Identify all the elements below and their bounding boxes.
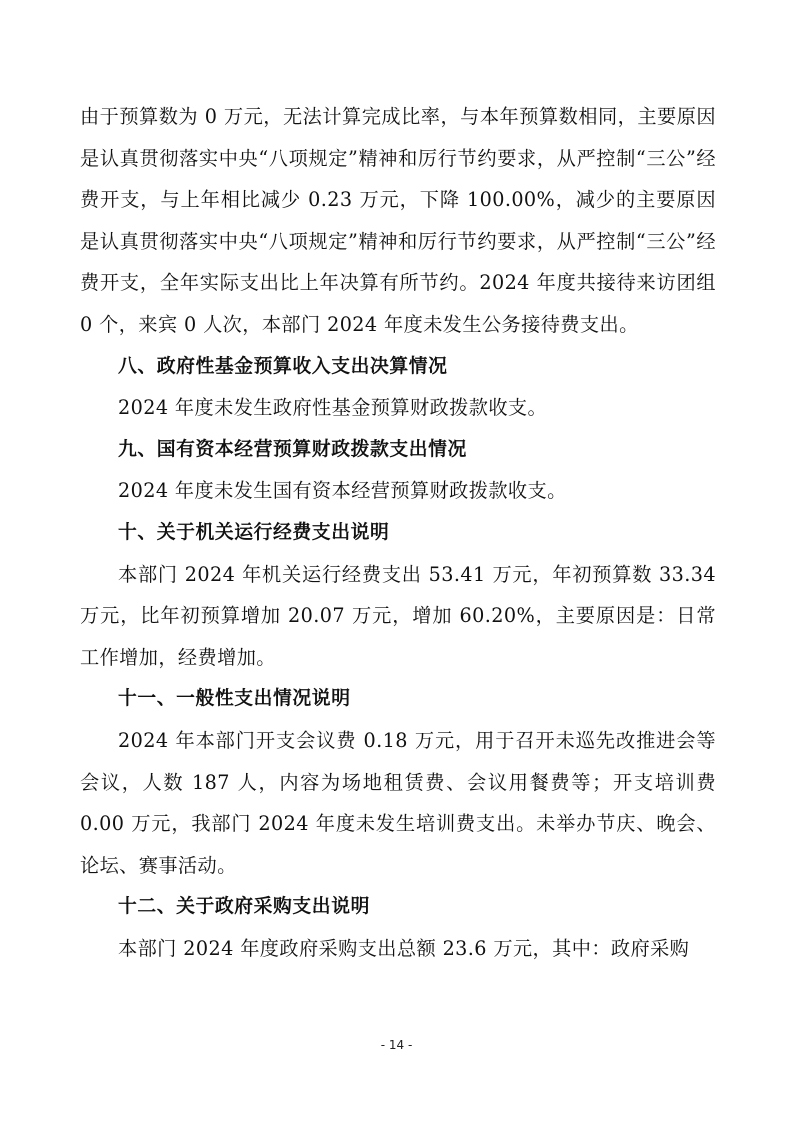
- paragraph-government-fund-budget: 2024 年度未发生政府性基金预算财政拨款收支。: [118, 396, 548, 420]
- paragraph-general-expenditure: 2024 年本部门开支会议费 0.18 万元，用于召开未巡先改推进会等会议，人数 187 人，内容为场地租赁费、会议用餐费等；开支培训费 0.00 万元，我部门 2024 年度未发生培训费支出。未举办节庆、晚会、论坛、赛事活动。: [80, 728, 716, 877]
- page-number: - 14 -: [380, 1038, 413, 1052]
- heading-general-expenditure: 十一、一般性支出情况说明: [118, 688, 351, 710]
- paragraph-operating-expenses: 本部门 2024 年机关运行经费支出 53.41 万元，年初预算数 33.34 万元，比年初预算增加 20.07 万元，增加 60.20%，主要原因是：日常工作增加，经费增加。: [80, 562, 716, 669]
- heading-operating-expenses: 十、关于机关运行经费支出说明: [118, 521, 390, 543]
- document-body: [80, 96, 716, 969]
- heading-government-fund-budget: 八、政府性基金预算收入支出决算情况: [118, 355, 448, 377]
- paragraph-government-procurement: 本部门 2024 年度政府采购支出总额 23.6 万元，其中：政府采购: [118, 936, 690, 960]
- paragraph-state-capital-budget: 2024 年度未发生国有资本经营预算财政拨款收支。: [118, 479, 567, 503]
- heading-state-capital-budget: 九、国有资本经营预算财政拨款支出情况: [118, 438, 467, 460]
- heading-government-procurement: 十二、关于政府采购支出说明: [118, 896, 370, 918]
- paragraph-reception-expenses: 由于预算数为 0 万元，无法计算完成比率，与本年预算数相同，主要原因是认真贯彻落实中央“八项规定”精神和厉行节约要求，从严控制“三公”经费开支，与上年相比减少 0.23 万元，下降 100.00%，减少的主要原因是认真贯彻落实中央“八项规定”精神和厉行节约要求，从严控制“三公”经费开支，全年实际支出比上年决算有所节约。2024 年度共接待来访团组 0 个，来宾 0 人次，本部门 2024 年度未发生公务接待费支出。: [80, 105, 716, 336]
